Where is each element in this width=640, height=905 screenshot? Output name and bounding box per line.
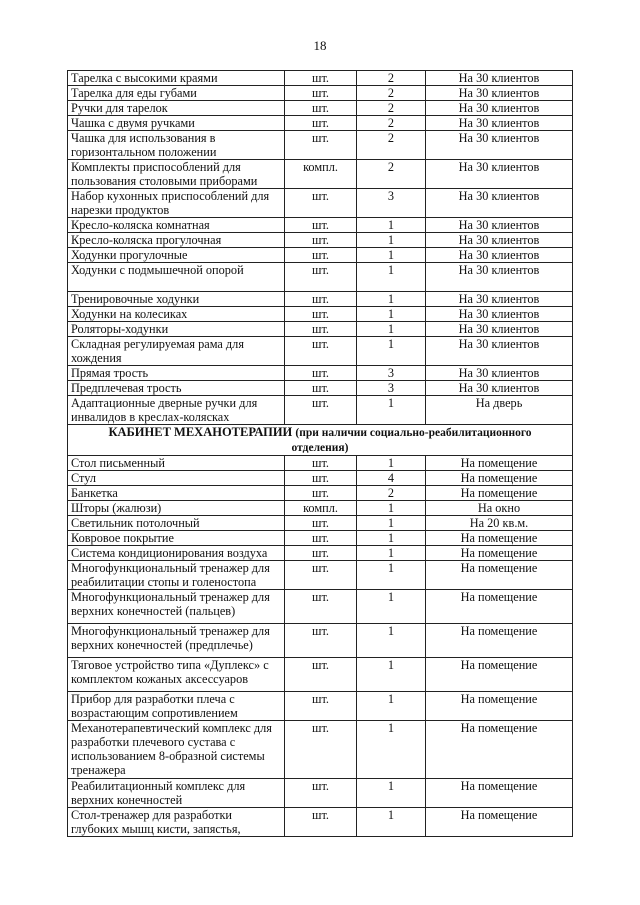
norm-cell: На 30 клиентов [426,233,573,248]
norm-cell: На 20 кв.м. [426,516,573,531]
table-body-bottom [68,456,573,837]
table-row [68,396,573,425]
qty-cell: 3 [357,366,426,381]
qty-cell: 1 [357,322,426,337]
qty-cell: 1 [357,292,426,307]
table-row [68,131,573,160]
item-cell: Чашка для использования в горизонтальном положении [68,131,285,160]
norm-cell: На 30 клиентов [426,160,573,189]
norm-cell: На помещение [426,624,573,658]
table-row [68,233,573,248]
unit-cell: шт. [285,263,357,292]
item-cell: Механотерапевтический комплекс для разработки плечевого сустава с использованием 8-образной системы тренажера [68,721,285,779]
norm-cell: На помещение [426,590,573,624]
item-cell: Комплекты приспособлений для пользования столовыми приборами [68,160,285,189]
table-row [68,101,573,116]
norm-cell: На 30 клиентов [426,263,573,292]
norm-cell: На 30 клиентов [426,189,573,218]
unit-cell: шт. [285,486,357,501]
norm-cell: На 30 клиентов [426,381,573,396]
norm-cell: На помещение [426,808,573,837]
table-row [68,322,573,337]
qty-cell: 1 [357,501,426,516]
table-row [68,808,573,837]
qty-cell: 4 [357,471,426,486]
unit-cell: шт. [285,624,357,658]
table-row [68,71,573,86]
norm-cell: На помещение [426,721,573,779]
norm-cell: На помещение [426,692,573,721]
qty-cell: 1 [357,263,426,292]
item-cell: Ходунки прогулочные [68,248,285,263]
qty-cell: 3 [357,381,426,396]
item-cell: Стол письменный [68,456,285,471]
table-row [68,189,573,218]
table-row [68,692,573,721]
table-row [68,337,573,366]
page-number: 18 [313,38,327,53]
qty-cell: 1 [357,531,426,546]
item-cell: Стул [68,471,285,486]
table-row [68,456,573,471]
norm-cell: На 30 клиентов [426,248,573,263]
table-row [68,590,573,624]
qty-cell: 2 [357,86,426,101]
table-row [68,160,573,189]
item-cell: Тренировочные ходунки [68,292,285,307]
item-cell: Кресло-коляска комнатная [68,218,285,233]
unit-cell: шт. [285,471,357,486]
qty-cell: 2 [357,116,426,131]
unit-cell: шт. [285,86,357,101]
table-row [68,624,573,658]
table-row [68,546,573,561]
item-cell: Светильник потолочный [68,516,285,531]
item-cell: Ковровое покрытие [68,531,285,546]
table-row [68,218,573,233]
table-body-top [68,71,573,425]
unit-cell: шт. [285,116,357,131]
norm-cell: На 30 клиентов [426,337,573,366]
norm-cell: На 30 клиентов [426,307,573,322]
norm-cell: На 30 клиентов [426,292,573,307]
item-cell: Ходунки с подмышечной опорой [68,263,285,292]
table-row [68,501,573,516]
unit-cell: шт. [285,248,357,263]
qty-cell: 2 [357,101,426,116]
norm-cell: На 30 клиентов [426,322,573,337]
table-row [68,779,573,808]
unit-cell: шт. [285,337,357,366]
qty-cell: 1 [357,337,426,366]
unit-cell: шт. [285,218,357,233]
unit-cell: шт. [285,561,357,590]
section-title: КАБИНЕТ МЕХАНОТЕРАПИИ [108,425,293,439]
table-row [68,307,573,322]
qty-cell: 1 [357,248,426,263]
qty-cell: 1 [357,307,426,322]
unit-cell: шт. [285,71,357,86]
qty-cell: 1 [357,590,426,624]
qty-cell: 1 [357,546,426,561]
table-row [68,366,573,381]
qty-cell: 1 [357,218,426,233]
norm-cell: На 30 клиентов [426,131,573,160]
norm-cell: На 30 клиентов [426,116,573,131]
norm-cell: На помещение [426,456,573,471]
item-cell: Тяговое устройство типа «Дуплекс» с комплектом кожаных аксессуаров [68,658,285,692]
qty-cell: 1 [357,516,426,531]
unit-cell: компл. [285,501,357,516]
unit-cell: шт. [285,808,357,837]
item-cell: Набор кухонных приспособлений для нарезки продуктов [68,189,285,218]
unit-cell: шт. [285,516,357,531]
item-cell: Ходунки на колесиках [68,307,285,322]
table-row [68,116,573,131]
qty-cell: 2 [357,486,426,501]
section-header-row [68,425,573,456]
qty-cell: 1 [357,233,426,248]
item-cell: Тарелка с высокими краями [68,71,285,86]
item-cell: Стол-тренажер для разработки глубоких мышц кисти, запястья, [68,808,285,837]
table-row [68,561,573,590]
table-row [68,531,573,546]
qty-cell: 1 [357,779,426,808]
qty-cell: 1 [357,721,426,779]
table-row [68,486,573,501]
table-row [68,658,573,692]
qty-cell: 1 [357,658,426,692]
section-note-2: отделения) [291,442,349,454]
item-cell: Банкетка [68,486,285,501]
table-row [68,263,573,292]
norm-cell: На помещение [426,779,573,808]
unit-cell: шт. [285,456,357,471]
norm-cell: На 30 клиентов [426,218,573,233]
unit-cell: шт. [285,189,357,218]
item-cell: Прямая трость [68,366,285,381]
qty-cell: 2 [357,131,426,160]
norm-cell: На окно [426,501,573,516]
unit-cell: шт. [285,658,357,692]
item-cell: Кресло-коляска прогулочная [68,233,285,248]
unit-cell: шт. [285,721,357,779]
unit-cell: шт. [285,366,357,381]
unit-cell: шт. [285,131,357,160]
unit-cell: шт. [285,381,357,396]
item-cell: Система кондиционирования воздуха [68,546,285,561]
equipment-table [67,70,573,837]
item-cell: Тарелка для еды губами [68,86,285,101]
unit-cell: шт. [285,531,357,546]
unit-cell: шт. [285,692,357,721]
norm-cell: На 30 клиентов [426,71,573,86]
unit-cell: шт. [285,590,357,624]
item-cell: Реабилитационный комплекс для верхних конечностей [68,779,285,808]
unit-cell: шт. [285,233,357,248]
item-cell: Прибор для разработки плеча с возрастающим сопротивлением [68,692,285,721]
unit-cell: шт. [285,396,357,425]
table-row [68,471,573,486]
item-cell: Складная регулируемая рама для хождения [68,337,285,366]
item-cell: Шторы (жалюзи) [68,501,285,516]
item-cell: Ручки для тарелок [68,101,285,116]
table-row [68,516,573,531]
qty-cell: 1 [357,692,426,721]
table-row [68,292,573,307]
section-note-1: (при наличии социально-реабилитационного [295,427,532,439]
item-cell: Многофункциональный тренажер для верхних конечностей (пальцев) [68,590,285,624]
section-header-cell [68,425,573,456]
unit-cell: шт. [285,101,357,116]
qty-cell: 1 [357,808,426,837]
table-row [68,86,573,101]
norm-cell: На помещение [426,471,573,486]
norm-cell: На помещение [426,658,573,692]
section-header-group [68,425,573,456]
table-row [68,381,573,396]
unit-cell: шт. [285,292,357,307]
unit-cell: шт. [285,307,357,322]
norm-cell: На 30 клиентов [426,101,573,116]
item-cell: Многофункциональный тренажер для верхних конечностей (предплечье) [68,624,285,658]
qty-cell: 1 [357,396,426,425]
norm-cell: На 30 клиентов [426,366,573,381]
unit-cell: компл. [285,160,357,189]
norm-cell: На 30 клиентов [426,86,573,101]
item-cell: Адаптационные дверные ручки для инвалидов в креслах-колясках [68,396,285,425]
item-cell: Чашка с двумя ручками [68,116,285,131]
item-cell: Роляторы-ходунки [68,322,285,337]
norm-cell: На помещение [426,546,573,561]
unit-cell: шт. [285,546,357,561]
table-row [68,248,573,263]
item-cell: Многофункциональный тренажер для реабилитации стопы и голеностопа [68,561,285,590]
unit-cell: шт. [285,322,357,337]
norm-cell: На помещение [426,561,573,590]
qty-cell: 2 [357,160,426,189]
qty-cell: 1 [357,561,426,590]
qty-cell: 3 [357,189,426,218]
norm-cell: На помещение [426,531,573,546]
qty-cell: 2 [357,71,426,86]
unit-cell: шт. [285,779,357,808]
qty-cell: 1 [357,456,426,471]
table-row [68,721,573,779]
item-cell: Предплечевая трость [68,381,285,396]
norm-cell: На дверь [426,396,573,425]
norm-cell: На помещение [426,486,573,501]
qty-cell: 1 [357,624,426,658]
